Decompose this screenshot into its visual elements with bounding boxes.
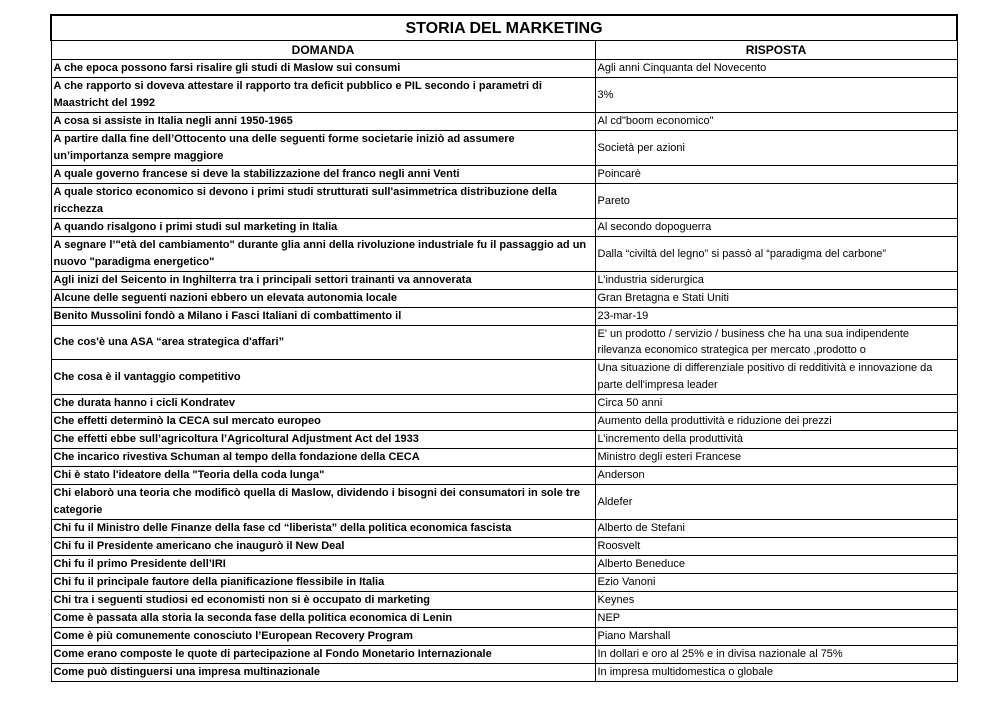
question-cell: Come è passata alla storia la seconda fase della politica economica di Lenin: [51, 610, 595, 628]
table-row: [51, 166, 957, 184]
answer-cell: Dalla “civiltà del legno” si passò al “paradigma del carbone”: [595, 237, 957, 272]
question-cell: Benito Mussolini fondò a Milano i Fasci Italiani di combattimento il: [51, 308, 595, 326]
answer-cell: L’incremento della produttività: [595, 431, 957, 449]
table-row: [51, 184, 957, 219]
answer-cell: NEP: [595, 610, 957, 628]
question-cell: A che epoca possono farsi risalire gli studi di Maslow sui consumi: [51, 60, 595, 78]
question-cell: Che cosa è il vantaggio competitivo: [51, 360, 595, 395]
table-row: [51, 520, 957, 538]
table-row: [51, 538, 957, 556]
table-row: [51, 431, 957, 449]
answer-cell: Ministro degli esteri Francese: [595, 449, 957, 467]
question-cell: Che durata hanno i cicli Kondratev: [51, 395, 595, 413]
question-cell: A quando risalgono i primi studi sul marketing in Italia: [51, 219, 595, 237]
table-row: [51, 556, 957, 574]
answer-cell: Al secondo dopoguerra: [595, 219, 957, 237]
question-cell: Che effetti determinò la CECA sul mercato europeo: [51, 413, 595, 431]
table-row: [51, 610, 957, 628]
table-row: [51, 290, 957, 308]
answer-cell: [595, 326, 957, 360]
table-row: [51, 326, 957, 360]
column-header-answer: RISPOSTA: [595, 41, 957, 60]
answer-cell: In impresa multidomestica o globale: [595, 664, 957, 682]
answer-cell: Alberto de Stefani: [595, 520, 957, 538]
question-cell: Chi è stato l'ideatore della "Teoria della coda lunga": [51, 467, 595, 485]
table-row: [51, 113, 957, 131]
answer-cell: Una situazione di differenziale positivo di redditività e innovazione da parte dell'impresa leader: [595, 360, 957, 395]
table-row: [51, 413, 957, 431]
question-cell: A quale governo francese si deve la stabilizzazione del franco negli anni Venti: [51, 166, 595, 184]
answer-cell: Alberto Beneduce: [595, 556, 957, 574]
question-cell: Chi fu il Ministro delle Finanze della fase cd “liberista” della politica economica fascista: [51, 520, 595, 538]
column-header-question: DOMANDA: [51, 41, 595, 60]
question-cell: Chi fu il Presidente americano che inaugurò il New Deal: [51, 538, 595, 556]
question-cell: Come può distinguersi una impresa multinazionale: [51, 664, 595, 682]
table-row: [51, 237, 957, 272]
question-cell: Come erano composte le quote di partecipazione al Fondo Monetario Internazionale: [51, 646, 595, 664]
question-cell: Alcune delle seguenti nazioni ebbero un elevata autonomia locale: [51, 290, 595, 308]
question-cell: A segnare l’"età del cambiamento" durante glia anni della rivoluzione industriale fu il passaggio ad un nuovo "paradigma energetico": [51, 237, 595, 272]
table-row: [51, 360, 957, 395]
question-cell: A cosa si assiste in Italia negli anni 1950-1965: [51, 113, 595, 131]
question-cell: A quale storico economico si devono i primi studi strutturati sull'asimmetrica distribuzione della ricchezza: [51, 184, 595, 219]
question-cell: Che incarico rivestiva Schuman al tempo della fondazione della CECA: [51, 449, 595, 467]
spreadsheet-sheet: [50, 14, 956, 682]
answer-cell: L’industria siderurgica: [595, 272, 957, 290]
answer-cell: Al cd"boom economico": [595, 113, 957, 131]
table-row: [51, 60, 957, 78]
answer-cell: Keynes: [595, 592, 957, 610]
table-title: STORIA DEL MARKETING: [51, 15, 957, 41]
table-row: [51, 219, 957, 237]
question-cell: Chi tra i seguenti studiosi ed economisti non si è occupato di marketing: [51, 592, 595, 610]
answer-cell: Pareto: [595, 184, 957, 219]
table-row: [51, 395, 957, 413]
answer-cell: Poincarè: [595, 166, 957, 184]
answer-cell: 23-mar-19: [595, 308, 957, 326]
table-row: [51, 485, 957, 520]
table-row: [51, 272, 957, 290]
question-cell: Che effetti ebbe sull’agricoltura l’Agricoltural Adjustment Act del 1933: [51, 431, 595, 449]
answer-cell: Aumento della produttività e riduzione dei prezzi: [595, 413, 957, 431]
question-cell: A partire dalla fine dell’Ottocento una delle seguenti forme societarie iniziò ad assumere un’importanza sempre maggiore: [51, 131, 595, 166]
answer-cell: Circa 50 anni: [595, 395, 957, 413]
question-cell: Chi fu il principale fautore della pianificazione flessibile in Italia: [51, 574, 595, 592]
answer-cell: 3%: [595, 78, 957, 113]
answer-cell: Gran Bretagna e Stati Uniti: [595, 290, 957, 308]
question-cell: Chi elaborò una teoria che modificò quella di Maslow, dividendo i bisogni dei consumatori in sole tre categorie: [51, 485, 595, 520]
table-row: [51, 592, 957, 610]
table-row: [51, 449, 957, 467]
question-cell: Chi fu il primo Presidente dell’IRI: [51, 556, 595, 574]
table-row: [51, 78, 957, 113]
table-row: [51, 628, 957, 646]
answer-cell: Agli anni Cinquanta del Novecento: [595, 60, 957, 78]
table-row: [51, 308, 957, 326]
answer-text: E' un prodotto / servizio / business che ha una sua indipendente rilevanza economico strategica per mercato ,prodotto o: [597, 328, 910, 356]
table-row: [51, 131, 957, 166]
qa-table: [50, 14, 958, 682]
question-cell: A che rapporto si doveva attestare il rapporto tra deficit pubblico e PIL secondo i parametri di Maastricht del 1992: [51, 78, 595, 113]
table-row: [51, 664, 957, 682]
answer-cell: In dollari e oro al 25% e in divisa nazionale al 75%: [595, 646, 957, 664]
table-row: [51, 467, 957, 485]
question-cell: Che cos'è una ASA “area strategica d'affari”: [51, 326, 595, 360]
answer-cell: Anderson: [595, 467, 957, 485]
question-cell: Agli inizi del Seicento in Inghilterra tra i principali settori trainanti va annoverata: [51, 272, 595, 290]
answer-cell: Ezio Vanoni: [595, 574, 957, 592]
table-row: [51, 646, 957, 664]
answer-cell: Società per azioni: [595, 131, 957, 166]
answer-cell: Aldefer: [595, 485, 957, 520]
answer-cell: Roosvelt: [595, 538, 957, 556]
answer-cell: Piano Marshall: [595, 628, 957, 646]
table-row: [51, 574, 957, 592]
question-cell: Come è più comunemente conosciuto l’European Recovery Program: [51, 628, 595, 646]
